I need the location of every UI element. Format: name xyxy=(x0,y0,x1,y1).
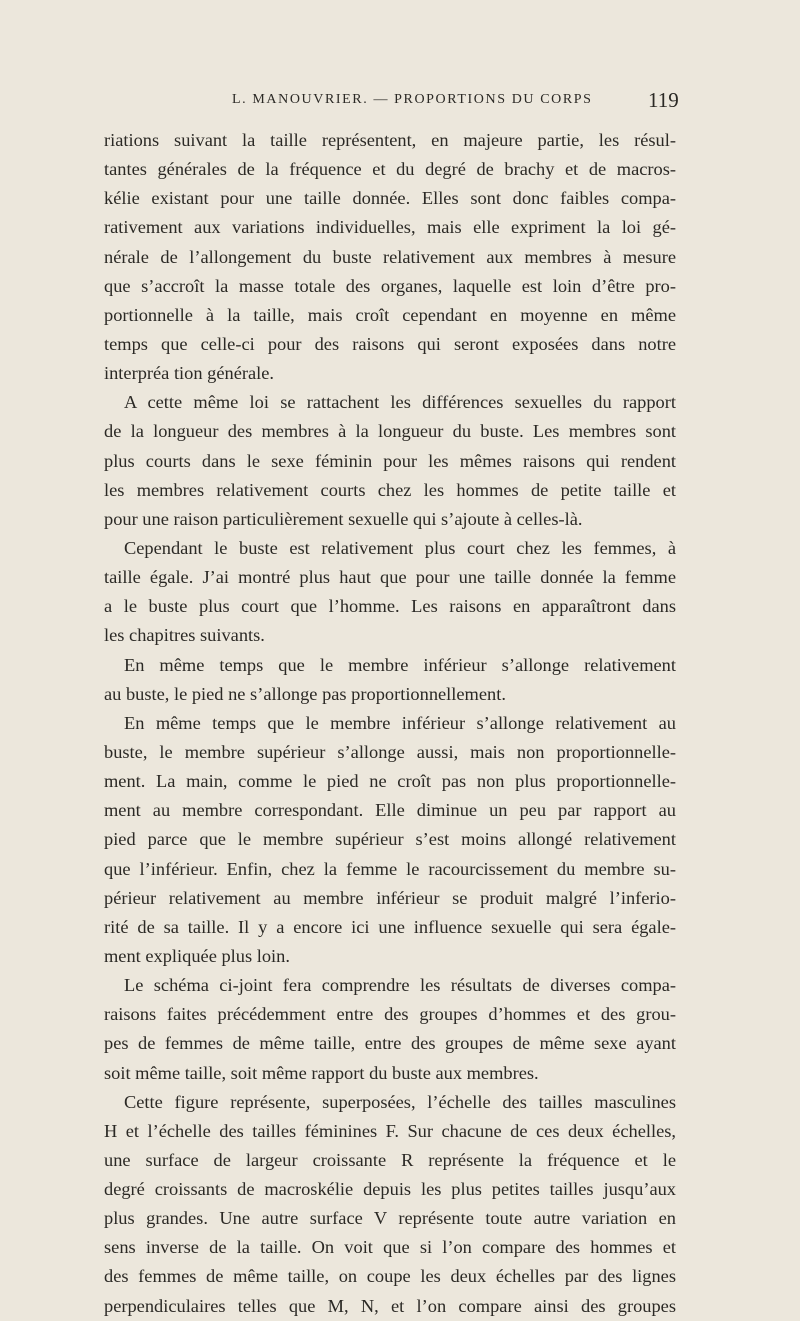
text-line: des femmes de même taille, on coupe les deux échelles par des lignes xyxy=(104,1266,676,1287)
paragraph xyxy=(104,1088,676,1321)
text-line: riations suivant la taille représentent, en majeure partie, les résul- xyxy=(104,130,676,150)
text-line: A cette même loi se rattachent les différences sexuelles du rapport xyxy=(124,392,676,413)
text-line: a le buste plus court que l’homme. Les raisons en apparaîtront dans xyxy=(104,596,676,617)
text-line: plus courts dans le sexe féminin pour les mêmes raisons qui rendent xyxy=(104,450,676,471)
text-line: plus grandes. Une autre surface V représente toute autre variation en xyxy=(104,1208,676,1229)
text-line: En même temps que le membre inférieur s’allonge relativement xyxy=(124,654,676,675)
paragraph xyxy=(104,388,676,534)
page-number: 119 xyxy=(648,88,679,112)
text-line: tantes générales de la fréquence et du degré de brachy et de macros- xyxy=(104,159,676,180)
paragraph xyxy=(104,709,676,971)
text-line: pes de femmes de même taille, entre des groupes de même sexe ayant xyxy=(104,1033,676,1054)
text-line: raisons faites précédemment entre des groupes d’hommes et des grou- xyxy=(104,1004,676,1025)
paragraph xyxy=(104,971,676,1088)
text-line: Le schéma ci-joint fera comprendre les résultats de diverses compa- xyxy=(124,975,676,996)
text-line: de la longueur des membres à la longueur du buste. Les membres sont xyxy=(104,421,676,442)
text-line: buste, le membre supérieur s’allonge aussi, mais non proportionnelle- xyxy=(104,741,676,762)
text-line: pour une raison particulièrement sexuelle qui s’ajoute à celles-là. xyxy=(104,508,583,529)
text-line: Cependant le buste est relativement plus court chez les femmes, à xyxy=(124,537,676,558)
text-line: portionnelle à la taille, mais croît cependant en moyenne en même xyxy=(104,304,676,325)
text-line: les membres relativement courts chez les hommes de petite taille et xyxy=(104,479,676,500)
text-line: interpréa tion générale. xyxy=(104,363,275,384)
text-line: ment au membre correspondant. Elle diminue un peu par rapport au xyxy=(104,800,676,821)
text-line: au buste, le pied ne s’allonge pas proportionnellement. xyxy=(104,683,506,704)
text-line: perpendiculaires telles que M, N, et l’on compare ainsi des groupes xyxy=(104,1295,676,1316)
text-line: nérale de l’allongement du buste relativement aux membres à mesure xyxy=(104,246,676,267)
text-line: pied parce que le membre supérieur s’est moins allongé relativement xyxy=(104,829,676,850)
text-line: périeur relativement au membre inférieur se produit malgré l’inferio- xyxy=(104,887,676,908)
text-line: degré croissants de macroskélie depuis les plus petites tailles jusqu’aux xyxy=(104,1179,676,1200)
text-line: que s’accroît la masse totale des organes, laquelle est loin d’être pro- xyxy=(104,275,676,296)
paragraph xyxy=(104,126,676,388)
paragraph xyxy=(104,651,676,709)
text-line: rité de sa taille. Il y a encore ici une influence sexuelle qui sera égale- xyxy=(104,916,676,937)
text-line: temps que celle-ci pour des raisons qui seront exposées dans notre xyxy=(104,333,676,354)
paragraph xyxy=(104,534,676,651)
text-line: rativement aux variations individuelles, mais elle expriment la loi gé- xyxy=(104,217,676,238)
text-line: soit même taille, soit même rapport du buste aux membres. xyxy=(104,1062,539,1083)
text-line: ment expliquée plus loin. xyxy=(104,945,290,966)
body-text xyxy=(104,126,676,1321)
text-line: sens inverse de la taille. On voit que si l’on compare des hommes et xyxy=(104,1237,676,1258)
text-line: Cette figure représente, superposées, l’échelle des tailles masculines xyxy=(124,1091,676,1112)
text-line: kélie existant pour une taille donnée. Elles sont donc faibles compa- xyxy=(104,188,676,209)
text-line: En même temps que le membre inférieur s’allonge relativement au xyxy=(124,712,676,733)
text-line: ment. La main, comme le pied ne croît pas non plus proportionnelle- xyxy=(104,771,676,792)
text-line: H et l’échelle des tailles féminines F. Sur chacune de ces deux échelles, xyxy=(104,1120,676,1141)
running-header xyxy=(0,88,800,122)
text-line: une surface de largeur croissante R représente la fréquence et le xyxy=(104,1149,676,1170)
text-line: taille égale. J’ai montré plus haut que pour une taille donnée la femme xyxy=(104,567,676,588)
text-line: que l’inférieur. Enfin, chez la femme le racourcissement du membre su- xyxy=(104,858,676,879)
running-title: L. MANOUVRIER. — PROPORTIONS DU CORPS xyxy=(232,92,593,107)
text-line: les chapitres suivants. xyxy=(104,625,265,646)
